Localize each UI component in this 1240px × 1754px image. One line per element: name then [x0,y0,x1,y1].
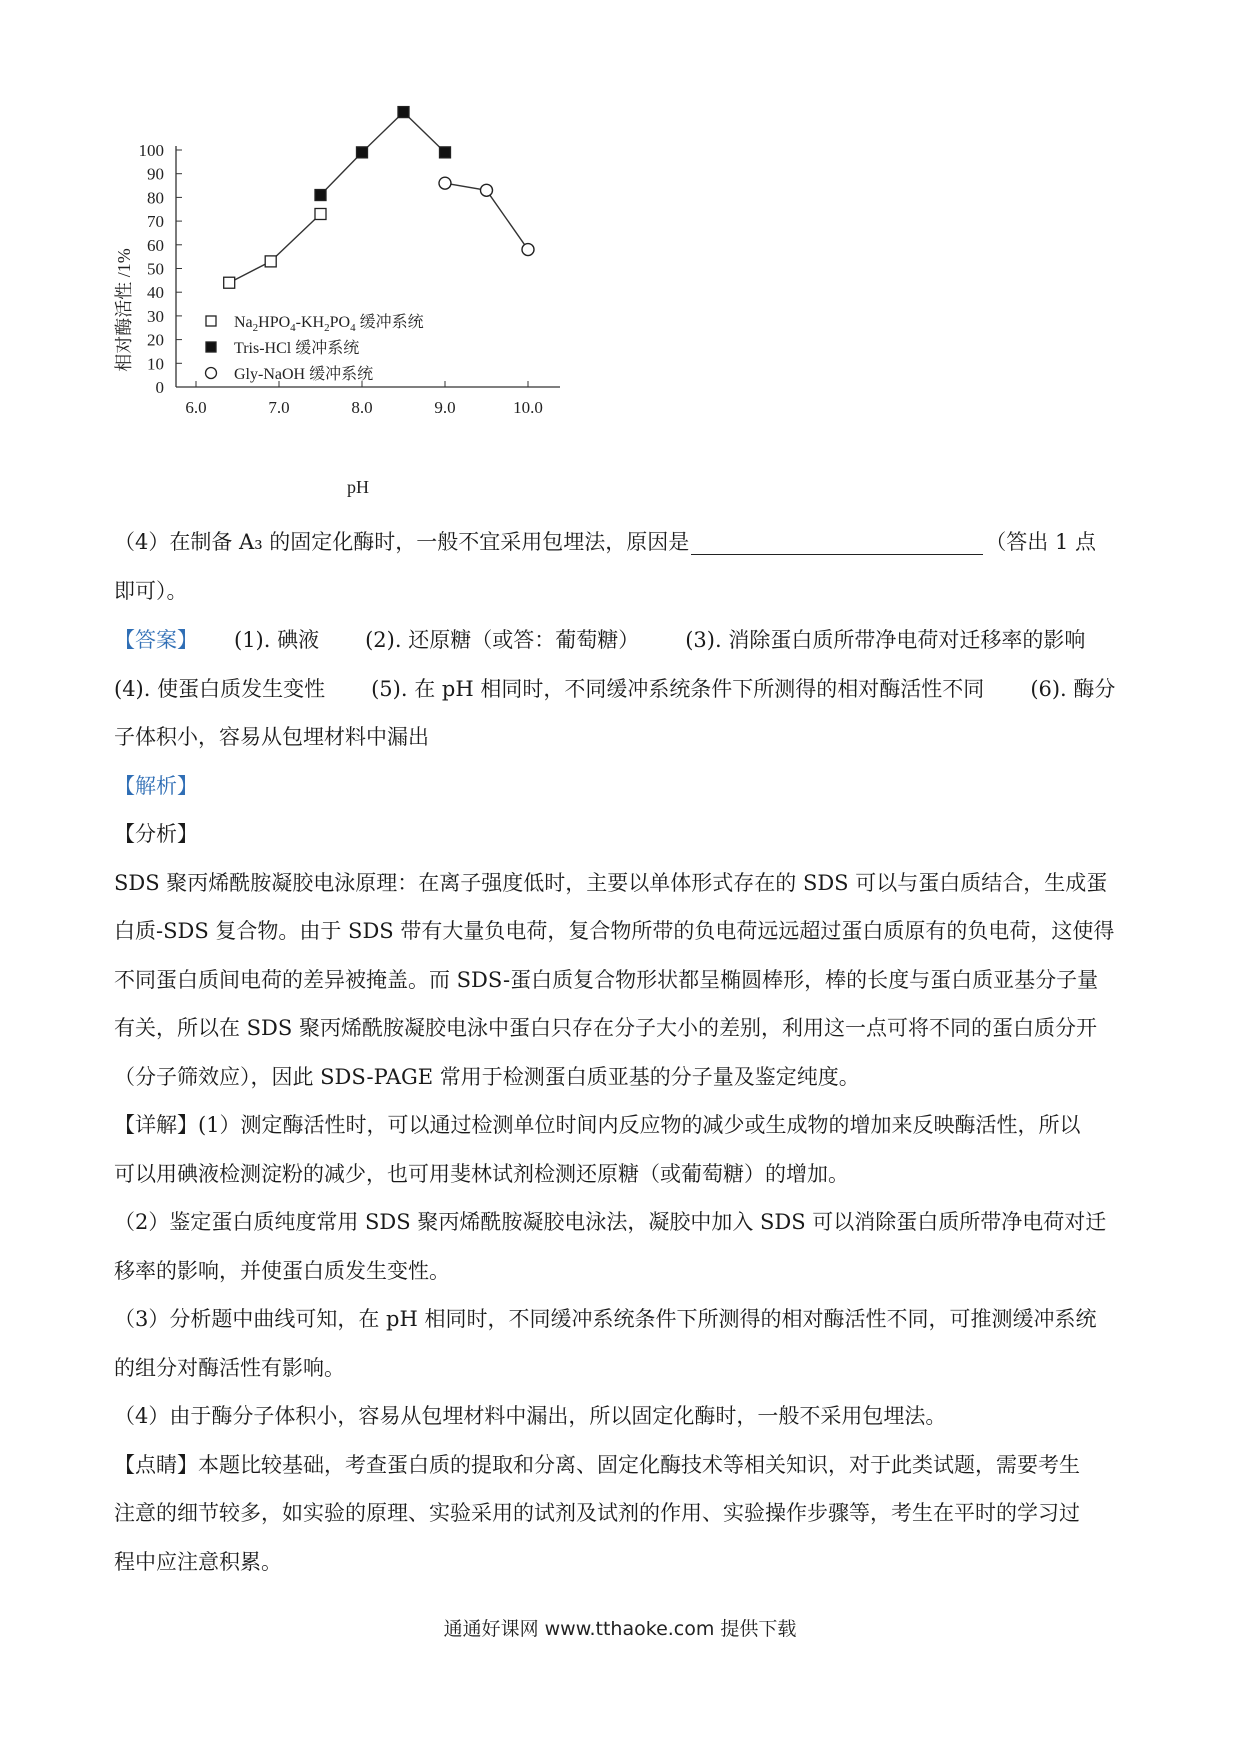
question-4-line2: 即可）。 [114,578,188,603]
question-4-text: （4）在制备 A₃ 的固定化酶时，一般不宜采用包埋法，原因是 [114,530,690,554]
data-point [224,277,235,288]
legend-label: $Na_2HPO_4-KH_2PO_4$ 缓冲系统 [234,314,424,334]
legend-marker [206,316,216,326]
data-point [481,184,493,196]
x-tick-label: 6.0 [185,398,207,417]
data-point [522,244,534,256]
fenxi-tag: 【分析】 [114,822,198,846]
jiexi-tag: 【解析】 [114,773,198,798]
x-tick-label: 7.0 [268,398,290,417]
detail-line: 移率的影响，并使蛋白质发生变性。 [114,1258,450,1283]
x-tick-label: 9.0 [434,398,456,417]
y-tick-label: 60 [147,235,164,255]
y-tick-label: 80 [147,188,164,208]
legend-marker [206,342,216,352]
detail-line: 注意的细节较多，如实验的原理、实验采用的试剂及试剂的作用、实验操作步骤等，考生在平时的学习过 [114,1501,1080,1525]
series-line [321,112,446,195]
analysis-line: SDS 聚丙烯酰胺凝胶电泳原理：在离子强度低时，主要以单体形式存在的 SDS 可以与蛋白质结合，生成蛋 [114,870,1108,895]
legend-label: Gly-NaOH 缓冲系统 [234,366,374,383]
detail-line: （3）分析题中曲线可知，在 pH 相同时，不同缓冲系统条件下所测得的相对酶活性不同，可推测缓冲系统 [114,1307,1097,1331]
data-point [439,177,451,189]
analysis-line: （分子筛效应），因此 SDS-PAGE 常用于检测蛋白质亚基的分子量及鉴定纯度。 [114,1064,860,1089]
answer-6-cont: 子体积小，容易从包埋材料中漏出 [114,725,429,749]
x-axis-label: pH [347,477,369,497]
detail-line: 可以用碘液检测淀粉的减少，也可用斐林试剂检测还原糖（或葡萄糖）的增加。 [114,1161,849,1186]
chart-legend [206,313,424,383]
y-tick-label: 40 [147,283,164,303]
y-tick-label: 20 [147,330,164,350]
answer-4: (4). 使蛋白质发生变性 [114,676,326,701]
answer-5: (5). 在 pH 相同时，不同缓冲系统条件下所测得的相对酶活性不同 [371,676,985,701]
detail-line: 的组分对酶活性有影响。 [114,1355,345,1380]
answer-1: (1). 碘液 [234,628,320,652]
answer-blank [691,528,983,555]
detail-line: 程中应注意积累。 [114,1549,282,1574]
data-point [357,147,368,158]
detail-line: 【详解】(1）测定酶活性时，可以通过检测单位时间内反应物的减少或生成物的增加来反映酶活性，所以 [114,1113,1081,1137]
analysis-line: 不同蛋白质间电荷的差异被掩盖。而 SDS-蛋白质复合物形状都呈椭圆棒形，棒的长度与蛋白质亚基分子量 [114,967,1099,992]
detail-line: （4）由于酶分子体积小，容易从包埋材料中漏出，所以固定化酶时，一般不采用包埋法。 [114,1404,947,1428]
data-point [440,147,451,158]
detail-line: （2）鉴定蛋白质纯度常用 SDS 聚丙烯酰胺凝胶电泳法，凝胶中加入 SDS 可以消除蛋白质所带净电荷对迁 [114,1210,1107,1234]
series-line [229,214,320,283]
answer-6: (6). 酶分 [1030,676,1116,701]
data-point [315,190,326,201]
data-point [315,208,326,219]
question-4-tail: （答出 1 点 [985,530,1097,554]
data-point [398,107,409,118]
answer-tag: 【答案】 [114,628,198,652]
page-footer: 通通好课网 www.tthaoke.com 提供下载 [443,1618,797,1640]
data-point [265,256,276,267]
legend-label: Tris-HCl 缓冲系统 [234,340,360,357]
y-tick-label: 90 [147,164,164,184]
analysis-line: 白质-SDS 复合物。由于 SDS 带有大量负电荷，复合物所带的负电荷远远超过蛋白质原有的负电荷，这使得 [114,919,1115,943]
enzyme-activity-chart [110,100,650,510]
answer-2: (2). 还原糖（或答：葡萄糖） [365,628,640,652]
y-tick-label: 50 [147,259,164,279]
y-tick-label: 70 [147,212,164,232]
analysis-line: 有关，所以在 SDS 聚丙烯酰胺凝胶电泳中蛋白只存在分子大小的差别，利用这一点可将不同的蛋白质分开 [114,1016,1097,1040]
question-4 [114,518,1132,615]
y-tick-label: 0 [155,378,164,397]
answer-section [114,616,1132,1586]
legend-marker [206,368,217,379]
x-tick-label: 10.0 [513,398,543,417]
y-tick-label: 30 [147,306,164,326]
answer-3: (3). 消除蛋白质所带净电荷对迁移率的影响 [685,628,1086,652]
chart-markers [224,107,534,289]
y-tick-label: 100 [138,141,164,160]
x-tick-label: 8.0 [351,398,373,417]
y-tick-label: 10 [147,354,164,374]
detail-line: 【点睛】本题比较基础，考查蛋白质的提取和分离、固定化酶技术等相关知识，对于此类试题，需要考生 [114,1452,1080,1477]
y-axis-label: 相对酶活性 /1% [114,248,134,372]
